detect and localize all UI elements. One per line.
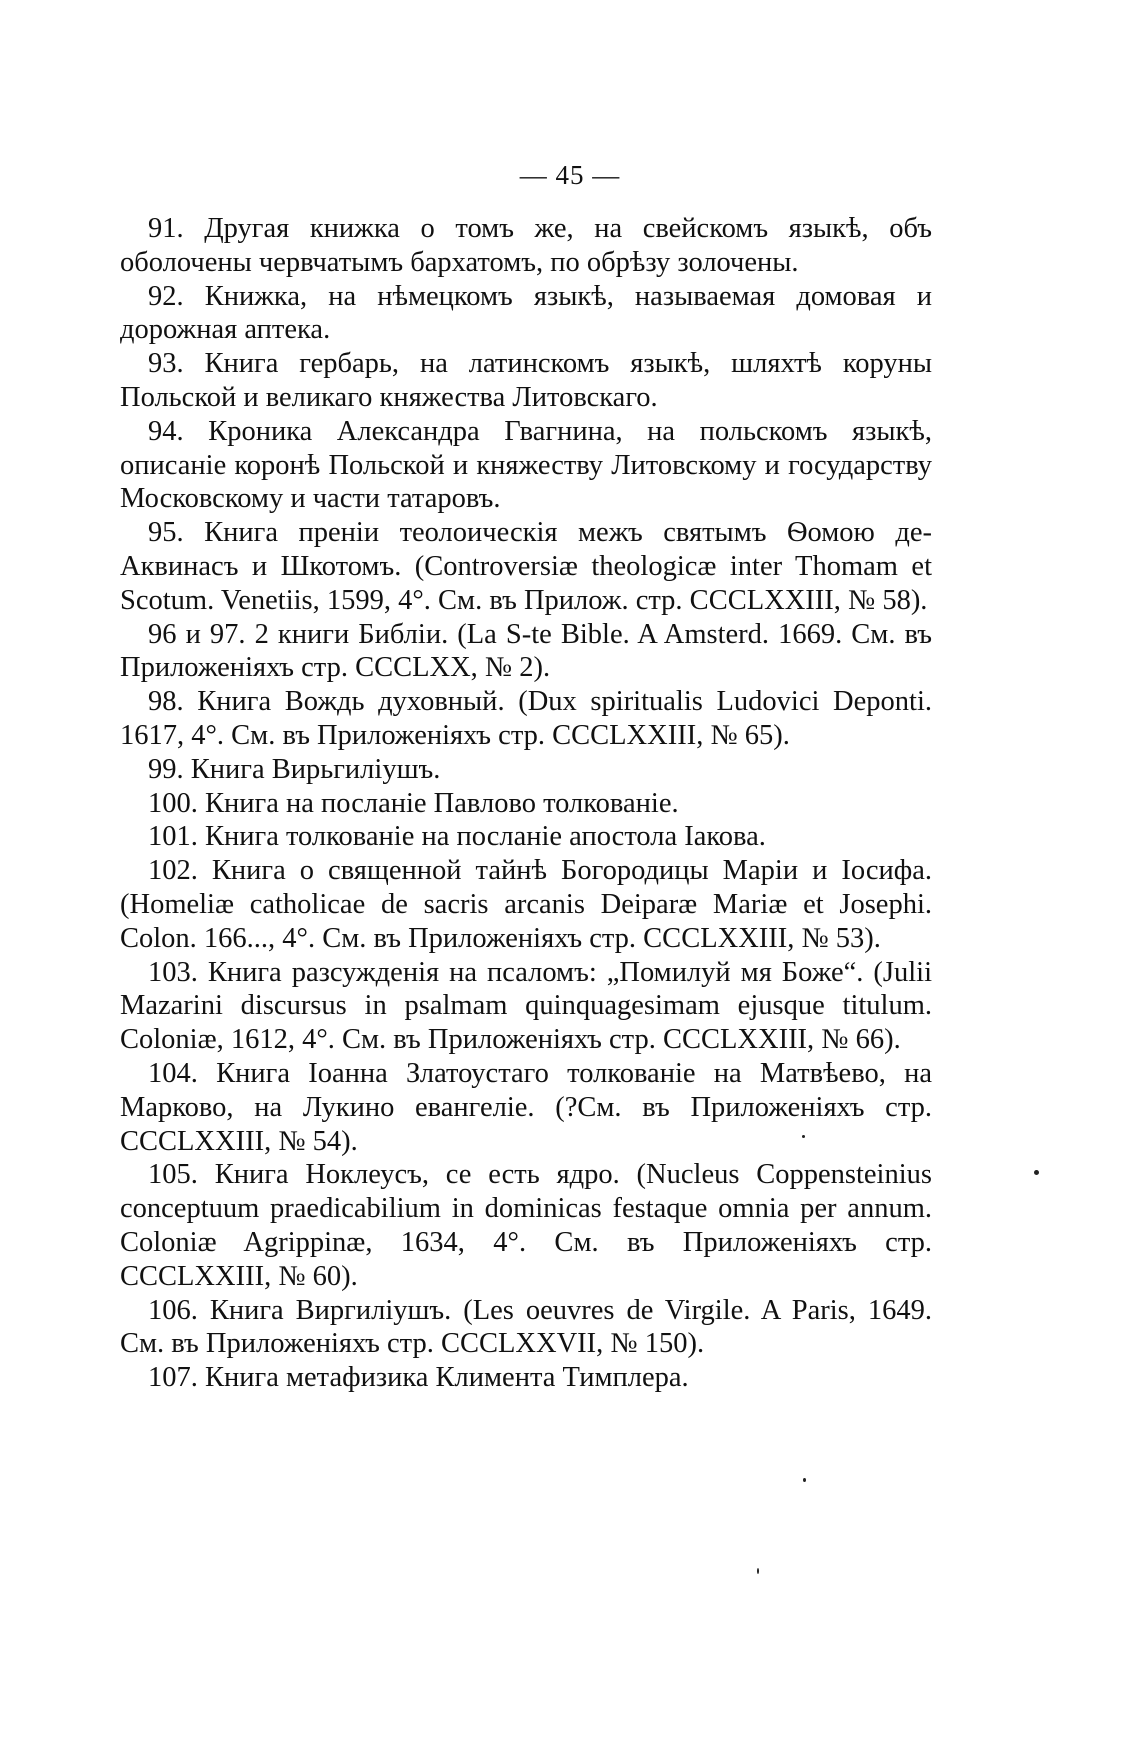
entry-92: 92. Книжка, на нѣмецкомъ языкѣ, называемая домовая и дорожная аптека. xyxy=(120,280,932,346)
paper-speck xyxy=(1034,1170,1039,1175)
entry-101: 101. Книга толкованіе на посланіе апостола Іакова. xyxy=(148,821,766,853)
entry-100: 100. Книга на посланіе Павлово толкованіе. xyxy=(148,787,679,819)
entry-104: 104. Книга Іоанна Златоустаго толкованіе на Матвѣево, на Марково, на Лукино евангеліе. (?См. въ Приложеніяхъ стр. CCCLXXIII, № 54). xyxy=(120,1057,932,1157)
entry-95: 95. Книга преніи теолоическія межъ святымъ Ѳомою де-Аквинасъ и Шкотомъ. (Controversiæ theologicæ inter Thomam et Scotum. Venetiis, 1599, 4°. См. въ Прилож. стр. CCCLXXIII, № 58). xyxy=(120,517,932,616)
entry-106: 106. Книга Виргиліушъ. (Les oeuvres de Virgile. A Paris, 1649. См. въ Приложеніяхъ стр. CCCLXXVII, № 150). xyxy=(120,1294,932,1360)
entry-96-97: 96 и 97. 2 книги Библіи. (La S-te Bible. A Amsterd. 1669. См. въ Приложеніяхъ стр. CCCLXX, № 2). xyxy=(120,618,932,684)
paper-speck xyxy=(803,1478,806,1482)
entry-98: 98. Книга Вождь духовный. (Dux spiritualis Ludovici Deponti. 1617, 4°. См. въ Приложеніяхъ стр. CCCLXXIII, № 65). xyxy=(120,686,932,751)
paper-speck xyxy=(757,1568,759,1574)
entry-94: 94. Кроника Александра Гвагнина, на польскомъ языкѣ, описаніе коронѣ Польской и княжеству Литовскому и государству Московскому и части татаровъ. xyxy=(120,415,932,515)
entry-107: 107. Книга метафизика Климента Тимплера. xyxy=(148,1362,689,1394)
entry-105: 105. Книга Ноклеусъ, се есть ядро. (Nucleus Coppensteinius conceptuum praedicabilium in dominicas festaque omnia per annum. Coloniæ Agrippinæ, 1634, 4°. См. въ Приложеніяхъ стр. CCCLXXIII, № 60). xyxy=(120,1159,932,1292)
page-number: — 45 — xyxy=(519,160,621,190)
entry-93: 93. Книга гербарь, на латинскомъ языкѣ, шляхтѣ коруны Польской и великаго княжества Литовскаго. xyxy=(120,348,932,413)
entry-91: 91. Другая книжка о томъ же, на свейскомъ языкѣ, объ оболочены червчатымъ бархатомъ, по обрѣзу золочены. xyxy=(120,213,932,278)
entry-103: 103. Книга разсужденія на псаломъ: „Помилуй мя Боже“. (Julii Mazarini discursus in psalmam quinquagesimam ejusque titulum. Coloniæ, 1612, 4°. См. въ Приложеніяхъ стр. CCCLXXIII, № 66). xyxy=(120,956,932,1056)
catalog-entries xyxy=(120,212,932,1395)
entry-102: 102. Книга о священной тайнѣ Богородицы Маріи и Іосифа. (Homeliæ catholicae de sacris arcanis Deiparæ Mariæ et Josephi. Colon. 166..., 4°. См. въ Приложеніяхъ стр. CCCLXXIII, № 53). xyxy=(120,855,932,954)
entry-99: 99. Книга Вирьгиліушъ. xyxy=(148,753,441,785)
paper-speck xyxy=(802,1135,805,1138)
